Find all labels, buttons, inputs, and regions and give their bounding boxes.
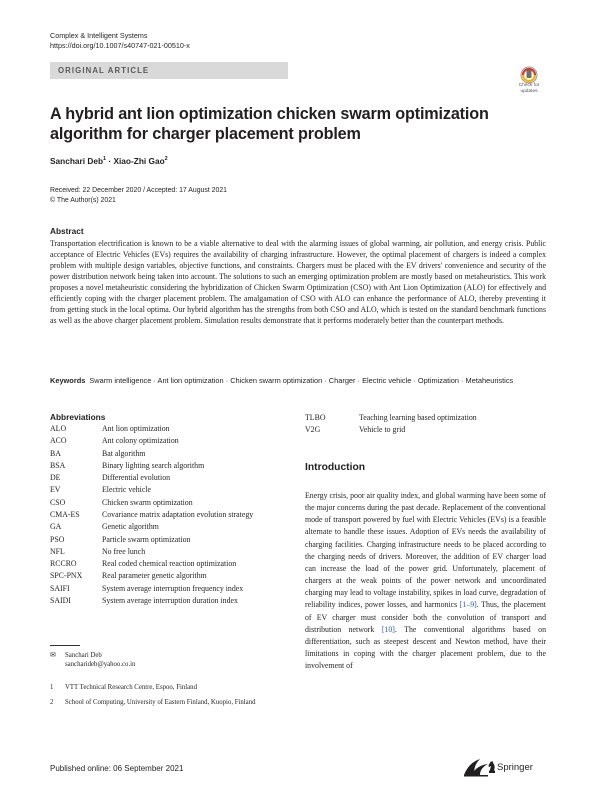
abbreviation-row <box>50 472 290 484</box>
abbreviation-definition: Particle swarm optimization <box>102 534 191 544</box>
abbreviation-definition: Covariance matrix adaptation evolution strategy <box>102 509 254 519</box>
abbreviation-definition: Real coded chemical reaction optimization <box>102 559 237 569</box>
published-online: Published online: 06 September 2021 <box>50 764 184 773</box>
abstract-heading: Abstract <box>50 226 84 236</box>
keywords-text: Swarm intelligence · Ant lion optimization · Chicken swarm optimization · Charger · Electric vehicle · Optimization · Metaheuristics <box>89 376 514 385</box>
abbreviation-definition: Electric vehicle <box>102 485 151 495</box>
abbreviation-term: PSO <box>50 534 65 544</box>
abbreviation-definition: Ant colony optimization <box>102 436 179 446</box>
abbreviation-row <box>50 595 290 607</box>
abbreviation-row <box>50 534 290 546</box>
abbreviation-term: CMA-ES <box>50 509 80 519</box>
corresponding-author <box>65 651 135 670</box>
introduction-heading: Introduction <box>305 462 366 473</box>
abbreviation-row <box>50 558 290 570</box>
doi-link[interactable]: https://doi.org/10.1007/s40747-021-00510-x <box>50 41 190 50</box>
author-affiliation-mark: 2 <box>164 156 168 163</box>
abbreviation-definition: Teaching learning based optimization <box>359 413 477 422</box>
abbreviation-term: V2G <box>305 425 321 435</box>
author-list <box>50 156 168 166</box>
chess-knight-icon <box>487 760 497 774</box>
abbreviation-row <box>50 583 290 595</box>
article-dates <box>50 186 227 206</box>
author-name[interactable]: Sanchari Deb <box>50 156 104 166</box>
abbreviations-heading: Abbreviations <box>50 412 106 422</box>
abstract-text: Transportation electrification is known to be a viable alternative to deal with the alarming issues of global warming, air pollution, and energy crisis. Public acceptance of Electric Vehicles (EVs) requires the availability of charging infrastructure. However, the optimal placement of chargers is indeed a complex problem with multiple design variables, objective functions, and constraints. Chargers must be placed with the EV drivers' convenience and security of the power distribution network being taken into account. The solutions to such an emerging optimization problem are mostly based on metaheuristics. This work proposes a novel metaheuristic considering the hybridization of Chicken Swarm Optimization (CSO) with Ant Lion Optimization (ALO) for effectively and efficiently coping with the charger placement problem. The amalgamation of CSO with ALO can enhance the performance of ALO, thereby preventing it from getting stuck in the local optima. Our hybrid algorithm has the strengths from both CSO and ALO, which is tested on the standard benchmark functions as well as the above charger placement problem. Simulation results demonstrate that it performs moderately better than the counterpart methods. <box>50 239 546 326</box>
abbreviation-row <box>50 423 290 435</box>
article-title: A hybrid ant lion optimization chicken swarm optimization algorithm for charger placement problem <box>50 105 489 143</box>
abbreviation-row <box>50 497 290 509</box>
abbreviation-row <box>50 521 290 533</box>
abbreviation-term: DE <box>50 473 61 483</box>
journal-name: Complex & Intelligent Systems <box>50 31 148 40</box>
abbreviation-definition: No free lunch <box>102 546 146 556</box>
abbreviation-term: TLBO <box>305 413 326 422</box>
abbreviations-list-left <box>50 423 290 607</box>
corresponding-author-name: Sanchari Deb <box>65 652 102 659</box>
abbreviation-definition: System average interruption frequency index <box>102 583 244 593</box>
abbreviation-term: SPC-PNX <box>50 571 83 581</box>
abbreviation-term: ACO <box>50 436 67 446</box>
abbreviation-term: ALO <box>50 424 67 433</box>
author-affiliation-mark: 1 <box>103 156 107 163</box>
abbreviation-row <box>50 509 290 521</box>
affiliation-mark: 1 <box>50 684 54 691</box>
citation-link[interactable]: [1–9] <box>459 600 477 610</box>
abbreviation-definition: Bat algorithm <box>102 448 146 458</box>
check-for-updates-label[interactable]: Check for updates <box>518 83 540 94</box>
abbreviation-definition: Genetic algorithm <box>102 522 159 532</box>
abbreviation-definition: Binary lighting search algorithm <box>102 460 205 470</box>
affiliation-mark: 2 <box>50 699 54 706</box>
abbreviation-row <box>305 412 545 424</box>
abbreviation-row <box>50 570 290 582</box>
received-accepted: Received: 22 December 2020 / Accepted: 17 August 2021 <box>50 187 227 194</box>
affiliation-1: VTT Technical Research Centre, Espoo, Finland <box>65 684 197 691</box>
abbreviation-row <box>50 484 290 496</box>
abbreviation-row <box>305 424 545 436</box>
abbreviation-term: NFL <box>50 546 65 556</box>
corresponding-author-email[interactable]: sancharideb@yahoo.co.in <box>65 661 136 669</box>
footnote-rule <box>50 645 80 646</box>
abbreviation-row <box>50 460 290 472</box>
abbreviation-row <box>50 435 290 447</box>
abbreviation-row <box>50 448 290 460</box>
abbreviation-term: BA <box>50 448 61 458</box>
abbreviation-definition: Differential evolution <box>102 473 171 483</box>
abbreviation-term: RCCRO <box>50 559 77 569</box>
keywords-label: Keywords <box>50 376 86 385</box>
journal-header <box>50 31 190 51</box>
abbreviation-definition: Ant lion optimization <box>102 424 170 433</box>
author-separator: · <box>106 156 114 166</box>
abbreviation-definition: Chicken swarm optimization <box>102 497 193 507</box>
keywords <box>50 375 546 386</box>
author-name[interactable]: Xiao-Zhi Gao <box>113 156 165 166</box>
abbreviations-list-right <box>305 412 545 437</box>
abbreviation-definition: System average interruption duration index <box>102 595 238 605</box>
abbreviation-term: SAIDI <box>50 595 71 605</box>
email-icon: ✉ <box>50 652 56 659</box>
citation-link[interactable]: [10] <box>381 624 395 634</box>
abbreviation-term: BSA <box>50 460 66 470</box>
introduction-text: Energy crisis, poor air quality index, and global warming have been some of the major concerns during the past decade. Replacement of the conventional mode of transport powered by fuel with Electric Vehicles (EVs) is a feasible alternate to handle these issues. Adoption of EVs needs the availability of charging facilities. Charging infrastructure needs to be placed according to the charging needs of drivers. Moreover, the addition of EV charger load can increase the load of the power grid. Unfortunately, placement of chargers at the weak points of the power network and uncoordinated charging may lead to voltage instability, spikes in load curve, degradation of reliability indices, power losses, and harmonics [1–9]. Thus, the placement of EV charger must consider both the convolution of transport and distribution network [10]. The conventional algorithms based on differentiation, such as steepest descent and Newton method, have their limitations in coping with the charger placement problem, due to the involvement of <box>305 491 546 671</box>
abbreviation-term: EV <box>50 485 61 495</box>
abbreviation-term: CSO <box>50 497 66 507</box>
abbreviation-term: SAIFI <box>50 583 70 593</box>
abbreviation-definition: Real parameter genetic algorithm <box>102 571 207 581</box>
affiliation-2: School of Computing, University of Eastern Finland, Kuopio, Finland <box>65 699 256 706</box>
publisher-name: Springer <box>497 762 533 773</box>
abbreviation-definition: Vehicle to grid <box>359 425 406 435</box>
abbreviation-term: GA <box>50 522 62 532</box>
section-label: ORIGINAL ARTICLE <box>58 66 150 75</box>
abbreviation-row <box>50 546 290 558</box>
copyright: © The Author(s) 2021 <box>50 197 116 204</box>
